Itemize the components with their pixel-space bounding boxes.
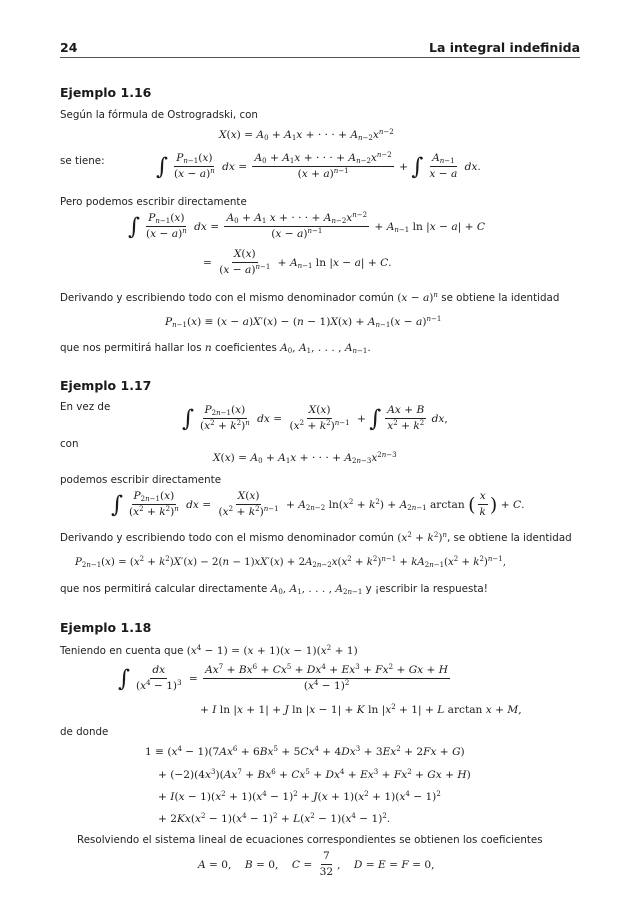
ex116-pero: Pero podemos escribir directamente: [60, 196, 247, 208]
ex117-eq-identity: $P_{2n-1}(x) = (x^2 + k^2)X'(x) - 2(n - 1)xX'(x) + 2A_{2n-2}x(x^2 + k^2)^{n-1} + kA_{2n-1}(x^2 + k^2)^{n-1}$,: [75, 555, 506, 569]
ex118-eq-line-2: + $(-2)(4x^3)(Ax^7 + Bx^6 + Cx^5 + Dx^4 + Ex^3 + Fx^2 + Gx + H)$: [158, 768, 471, 781]
ex117-eq-direct: ∫ $\frac{P_{2n-1}(x)}{(x^2 + k^2)^n}$ dx = $\frac{X(x)}{(x^2 + k^2)^{n-1}}$ + $A_{2n-2}$ $\ln(x^2 + k^2) + A_{2n-1}$ arctan ( $\frac{x}{k}$ ) + C.: [111, 490, 525, 518]
ex117-derivando-a: Derivando y escribiendo todo con el mismo denominador común: [60, 532, 398, 544]
running-title: La integral indefinida: [428, 40, 580, 55]
ex117-closing: que nos permitirá calcular directamente $A_0$, $A_1$, . . . , $A_{2n-1}$ y ¡escribir la respuesta!: [60, 583, 488, 596]
ex118-eq-line-3: + $I(x - 1)(x^2 + 1)(x^4 - 1)^2 + J(x + 1)(x^2 + 1)(x^4 - 1)^2$: [158, 790, 441, 803]
ex117-en-vez: En vez de: [60, 401, 111, 413]
header-rule: [60, 57, 580, 58]
ex116-closing: que nos permitirá hallar los n coeficientes $A_0$, $A_1$, . . . , $A_{n-1}$.: [60, 342, 371, 355]
ex117-derivando-b: , se obtiene la identidad: [446, 532, 572, 544]
ex116-closing-b: coeficientes: [211, 342, 281, 354]
ex116-eq-ostrogradski: ∫ $\frac{P_{n-1}(x)}{(x - a)^n}$ dx = $\frac{A_0 + A_1x + \cdot \cdot \cdot + A_{n-2}x^{n-2}}{(x + a)^{n-1}}$ + ∫ $\frac{A_{n-1}}{x - a}$ dx.: [156, 151, 481, 180]
ex117-derivando: Derivando y escribiendo todo con el mismo denominador común $(x^2 + k^2)^n$, se obtiene la identidad: [60, 531, 572, 544]
ex117-closing-b: y ¡escribir la respuesta!: [362, 583, 488, 595]
ex118-de-donde: de donde: [60, 726, 109, 738]
ex117-eq-X: $X(x) = A_0 + A_1x$ + · · · + $A_{2n-3}x^{2n-3}$: [213, 451, 397, 465]
ex117-closing-a: que nos permitirá calcular directamente: [60, 583, 271, 595]
ex116-derivando-b: se obtiene la identidad: [437, 292, 560, 304]
ex118-eq-integral: ∫ $\frac{dx}{(x^4 - 1)^3}$ = $\frac{Ax^7 + Bx^6 + Cx^5 + Dx^4 + Ex^3 + Fx^2 + Gx + H}{(x^4 - 1)^2}$: [118, 663, 449, 692]
ex117-podemos: podemos escribir directamente: [60, 474, 222, 486]
ex116-derivando: Derivando y escribiendo todo con el mismo denominador común $(x - a)^n$ se obtiene la identidad: [60, 291, 560, 304]
page-number: 24: [60, 40, 78, 55]
ex118-eq-coefficients: A = 0, B = 0, C = $\frac{7}{32}$ , D = E = F = 0,: [198, 850, 435, 878]
ex118-eq-line-4: + $2Kx(x^2 - 1)(x^4 - 1)^2 + L(x^2 - 1)(x^4 - 1)^2$.: [158, 812, 391, 825]
ex116-eq-direct-1: ∫ $\frac{P_{n-1}(x)}{(x - a)^n}$ dx = $\frac{A_0 + A_1 x + \cdot \cdot \cdot + A_{n-2}x^{n-2}}{(x - a)^{n-1}}$ + $A_{n-1}$ ln |x − a| + C: [128, 211, 485, 240]
example-1-18-heading: Ejemplo 1.18: [60, 620, 152, 635]
example-1-17-heading: Ejemplo 1.17: [60, 378, 152, 393]
ex116-se-tiene: se tiene:: [60, 155, 105, 167]
ex116-closing-a: que nos permitirá hallar los: [60, 342, 205, 354]
ex116-eq-identity: $P_{n-1}(x) \equiv (x - a)X'(x) - (n - 1)X(x) + A_{n-1}(x - a)^{n-1}$: [165, 315, 442, 329]
ex118-teniendo-a: Teniendo en cuenta que: [60, 645, 187, 657]
ex118-teniendo: Teniendo en cuenta que $(x^4 - 1) = (x + 1)(x - 1)(x^2 + 1)$: [60, 644, 358, 657]
ex116-intro: Según la fórmula de Ostrogradski, con: [60, 109, 258, 121]
ex117-eq-en-vez: ∫ $\frac{P_{2n-1}(x)}{(x^2 + k^2)^n}$ dx = $\frac{X(x)}{(x^2 + k^2)^{n-1}}$ + ∫ $\frac{Ax + B}{x^2 + k^2}$ dx,: [182, 404, 448, 432]
ex117-con: con: [60, 438, 79, 450]
ex116-derivando-a: Derivando y escribiendo todo con el mismo denominador común: [60, 292, 398, 304]
ex118-resolviendo: Resolviendo el sistema lineal de ecuaciones correspondientes se obtienen los coeficientes: [77, 834, 543, 846]
ex116-eq-X: $X(x) = A_0 + A_1x$ + · · · + $A_{n-2}x^{n-2}$: [219, 128, 394, 142]
ex116-eq-direct-2: = $\frac{X(x)}{(x - a)^{n-1}}$ + $A_{n-1}$ ln |x − a| + C.: [203, 248, 392, 276]
ex118-eq-integral-cont: + I ln |x + 1| + J ln |x − 1| + K $\ln |x^2 + 1| + L$ arctan x + M,: [200, 703, 522, 716]
example-1-16-heading: Ejemplo 1.16: [60, 85, 152, 100]
ex118-eq-line-1: $1 \equiv (x^4 - 1)(7Ax^6 + 6Bx^5 + 5Cx^4 + 4Dx^3 + 3Ex^2 + 2Fx + G)$: [145, 745, 465, 758]
